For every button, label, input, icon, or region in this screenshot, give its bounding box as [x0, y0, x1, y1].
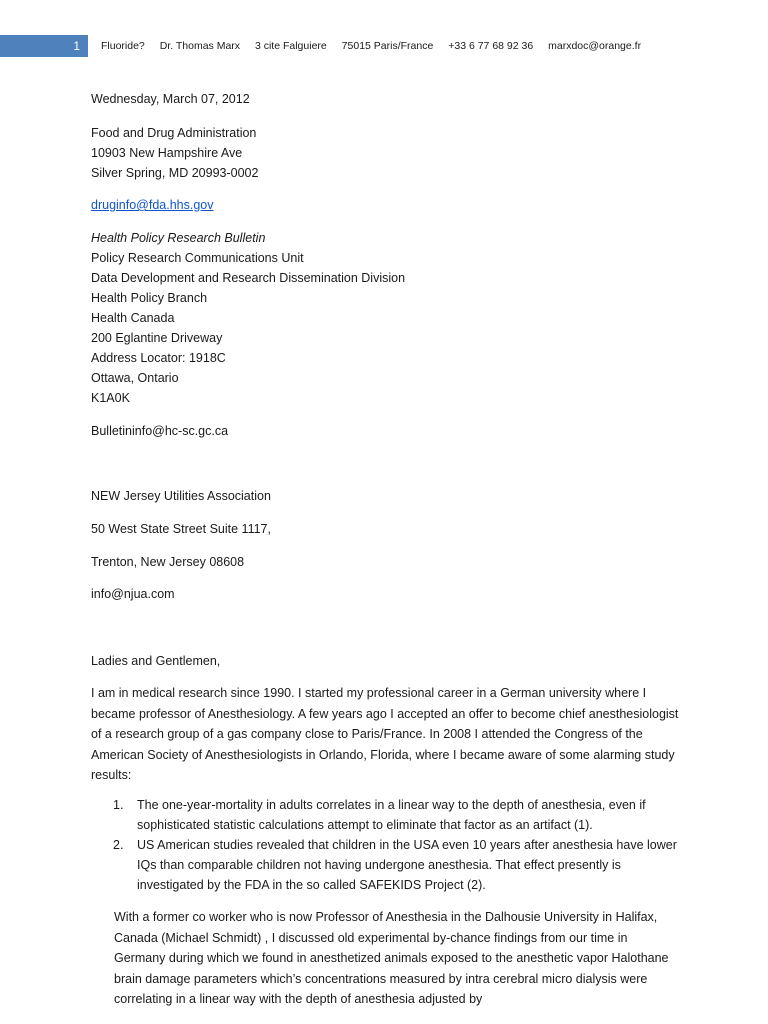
- findings-list: [91, 795, 681, 895]
- canada-email: Bulletininfo@hc-sc.gc.ca: [91, 424, 229, 438]
- canada-address: [91, 228, 405, 408]
- header-title: Fluoride?: [101, 40, 145, 52]
- fda-email-link[interactable]: druginfo@fda.hhs.gov: [91, 198, 214, 212]
- address-line: Data Development and Research Dissemination Division: [91, 271, 406, 285]
- letter-date: Wednesday, March 07, 2012: [91, 92, 250, 106]
- header-city: 75015 Paris/France: [341, 40, 434, 52]
- header-contact-line: [101, 35, 653, 57]
- nj-city: Trenton, New Jersey 08608: [91, 555, 245, 569]
- list-item-number: 2.: [113, 838, 124, 852]
- header-email: marxdoc@orange.fr: [548, 40, 642, 52]
- page-header: [0, 35, 768, 57]
- intro-paragraph: I am in medical research since 1990. I started my professional career in a German university where I became professor of Anesthesiology. A few years ago I accepted an offer to become chief anesthesiologist of a research group of a gas company close to Paris/France. In 2008 I attended the Congress of the American Society of Anesthesiologists in Orlando, Florida, where I became aware of some alarming study results:: [91, 686, 679, 782]
- address-line: Health Policy Branch: [91, 291, 208, 305]
- nj-email: info@njua.com: [91, 587, 175, 601]
- address-line: K1A0K: [91, 391, 130, 405]
- address-line: Health Canada: [91, 311, 175, 325]
- followup-paragraph: With a former co worker who is now Professor of Anesthesia in the Dalhousie University in Halifax, Canada (Michael Schmidt) , I discussed old experimental by-chance findings from our time in Germany during which we found in anesthetized animals exposed to the anesthetic vapor Halothane brain damage parameters which’s concentrations measured by intra cerebral micro dialysis were correlating in a linear way with the depth of anesthesia adjusted by: [114, 910, 669, 1006]
- address-line: 200 Eglantine Driveway: [91, 331, 223, 345]
- list-item: [91, 835, 681, 895]
- list-item-text: US American studies revealed that children in the USA even 10 years after anesthesia have lower IQs than comparable children not having undergone anesthesia. That effect presently is investigated by the FDA in the so called SAFEKIDS Project (2).: [137, 838, 677, 892]
- address-line: Ottawa, Ontario: [91, 371, 179, 385]
- list-item-text: The one-year-mortality in adults correlates in a linear way to the depth of anesthesia, even if sophisticated statistic calculations attempt to eliminate that factor as an artifact (1).: [137, 798, 646, 832]
- nj-name: NEW Jersey Utilities Association: [91, 489, 271, 503]
- list-item-number: 1.: [113, 798, 124, 812]
- header-phone: +33 6 77 68 92 36: [448, 40, 534, 52]
- salutation: Ladies and Gentlemen,: [91, 654, 221, 668]
- address-line: Address Locator: 1918C: [91, 351, 226, 365]
- header-author: Dr. Thomas Marx: [159, 40, 241, 52]
- address-line: Silver Spring, MD 20993-0002: [91, 166, 259, 180]
- nj-street: 50 West State Street Suite 1117,: [91, 522, 271, 536]
- list-item: [91, 795, 681, 835]
- header-street: 3 cite Falguiere: [254, 40, 327, 52]
- fda-address: [91, 123, 258, 183]
- page-number-badge: 1: [0, 35, 88, 57]
- address-line: 10903 New Hampshire Ave: [91, 146, 243, 160]
- address-line: Policy Research Communications Unit: [91, 251, 304, 265]
- bulletin-name: Health Policy Research Bulletin: [91, 231, 266, 245]
- address-line: Food and Drug Administration: [91, 126, 257, 140]
